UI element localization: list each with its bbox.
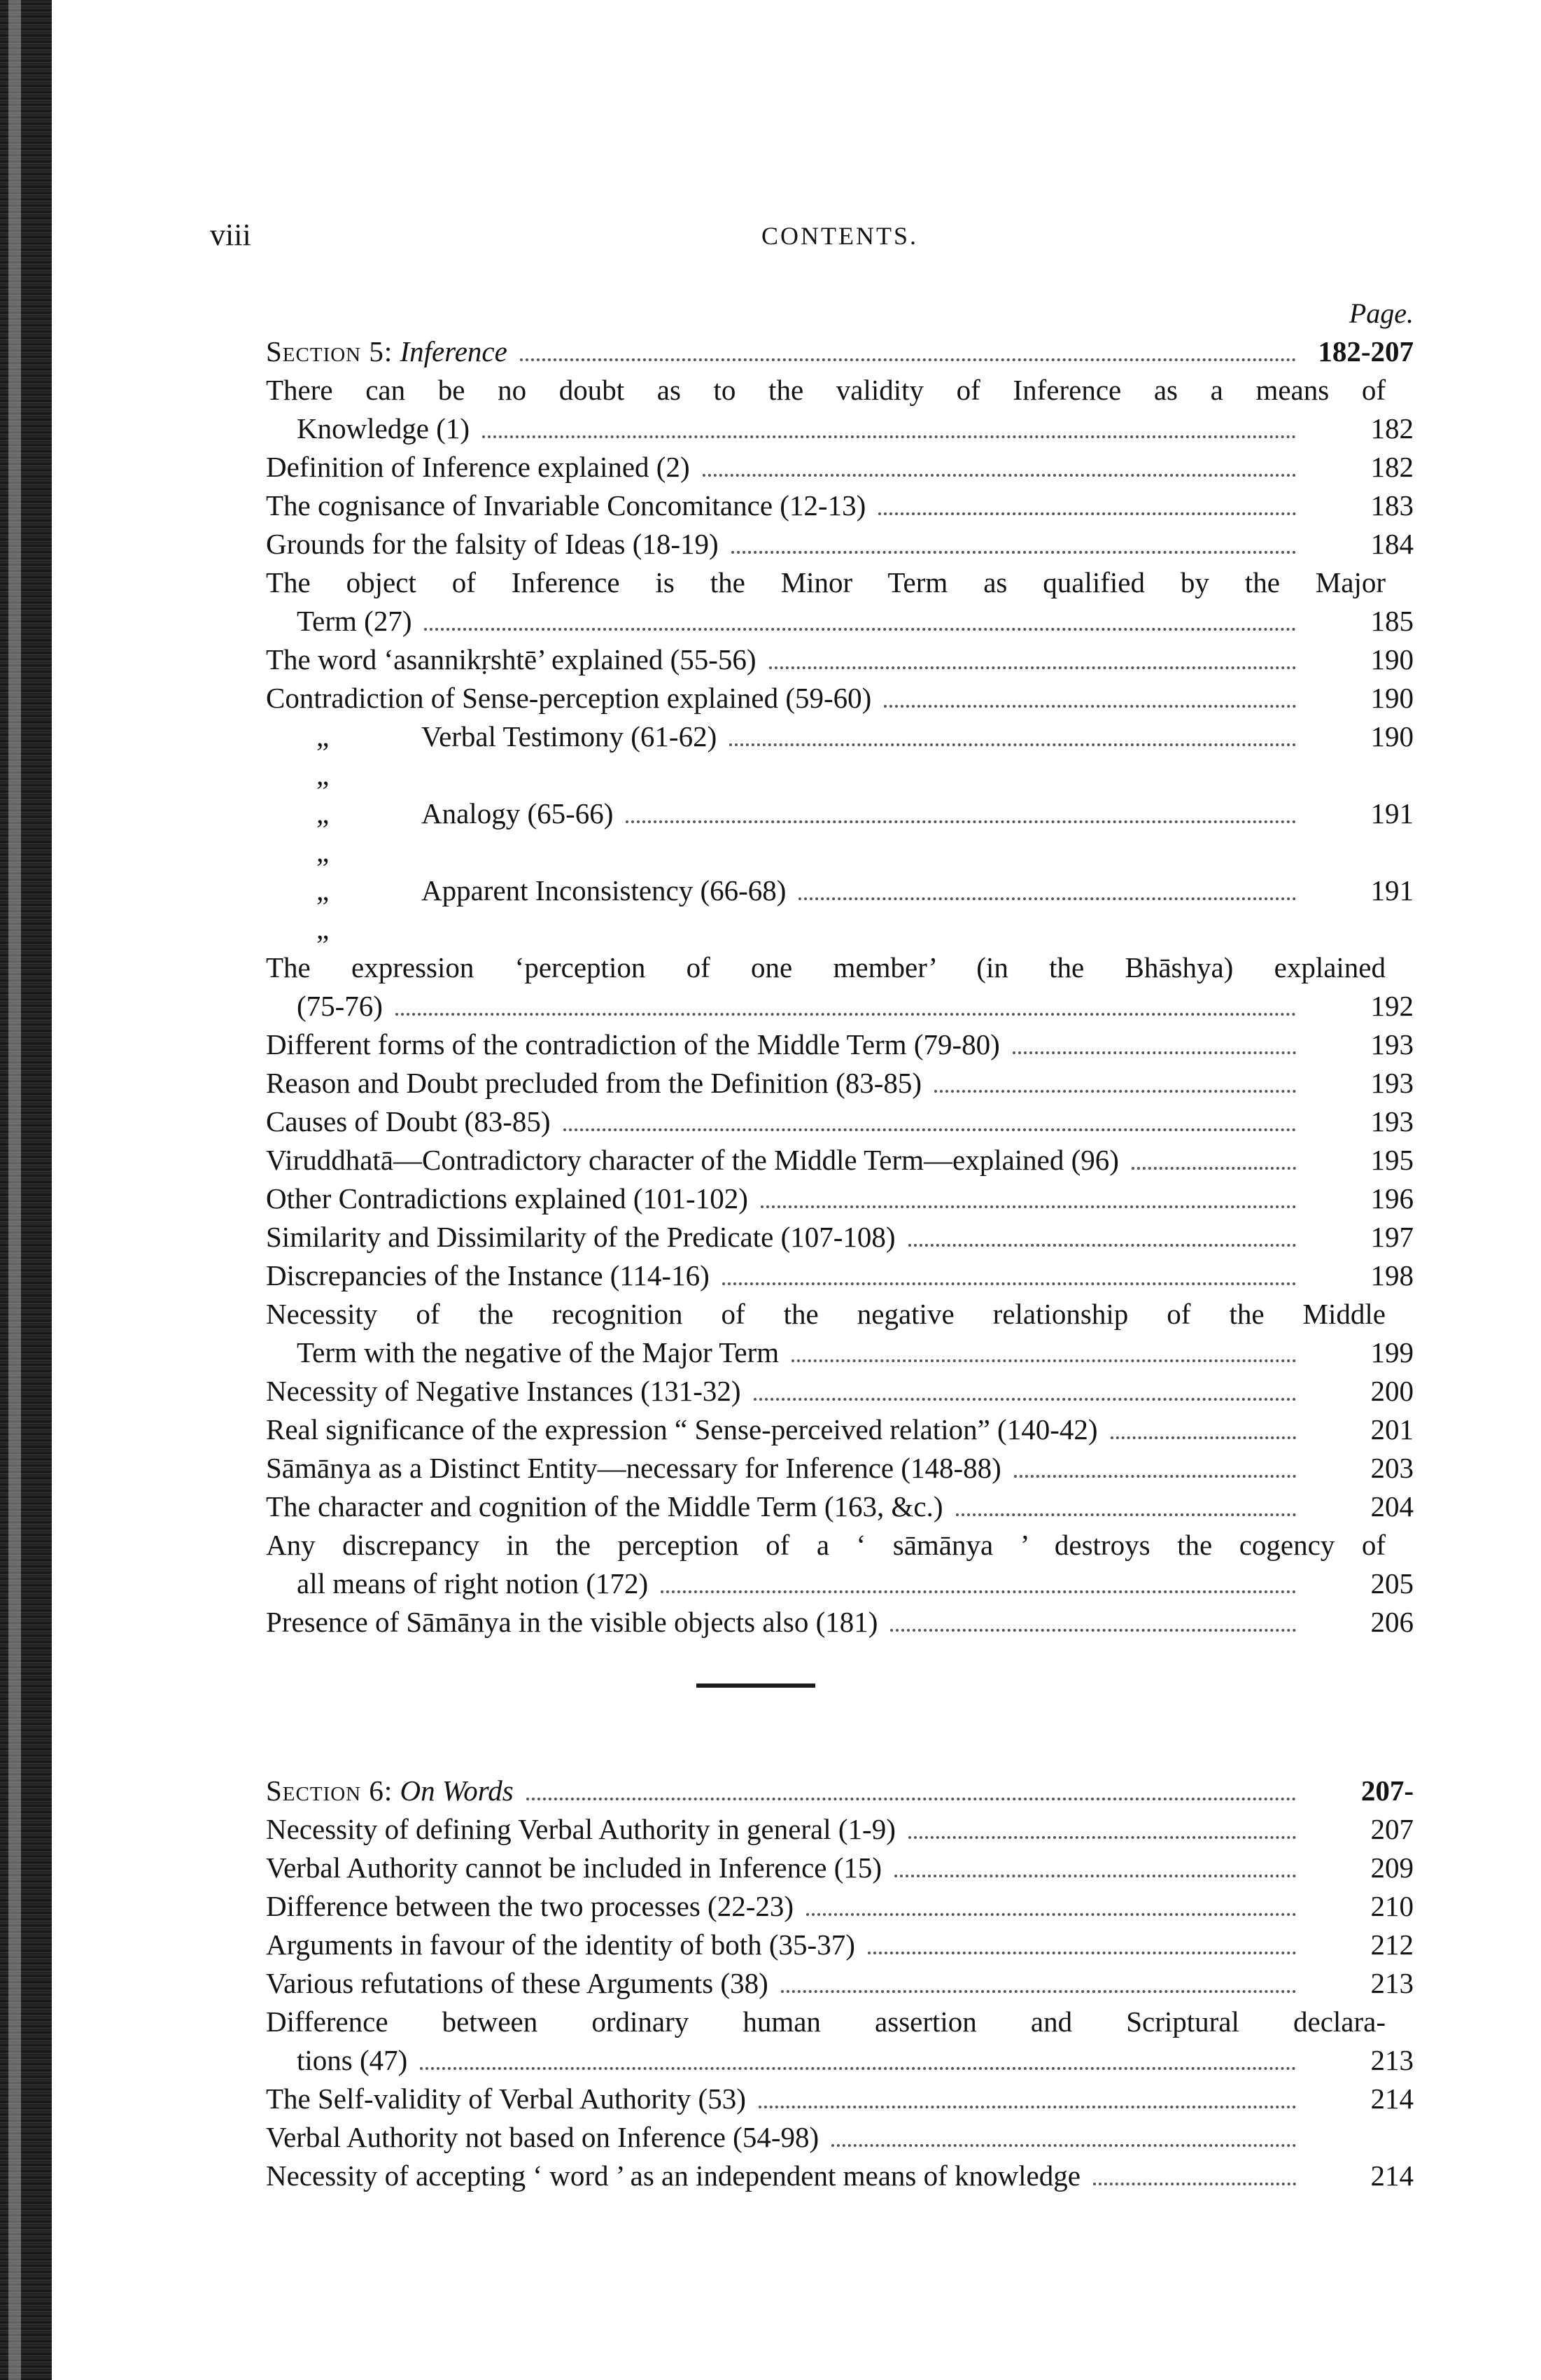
entry-page-number: 197 xyxy=(1370,1221,1414,1253)
dot-leader xyxy=(908,1836,1296,1839)
entry-text: Necessity of defining Verbal Authority in general (1-9) xyxy=(266,1813,896,1845)
dot-leader xyxy=(761,1205,1296,1208)
section-6-entries xyxy=(266,1810,1414,2195)
dot-leader xyxy=(729,743,1296,746)
entry-line-final xyxy=(266,1926,1414,1964)
entry-line-final xyxy=(266,1810,1414,1849)
entry-page-number: 198 xyxy=(1370,1259,1414,1292)
dot-leader xyxy=(703,474,1296,477)
entry-text: Term with the negative of the Major Term xyxy=(297,1336,780,1368)
section-5-heading xyxy=(266,332,1414,371)
contents-entry xyxy=(266,1295,1414,1372)
entry-line-final xyxy=(266,1887,1414,1926)
contents-entry xyxy=(266,1256,1414,1295)
contents-page xyxy=(210,210,1414,2195)
entry-line-final xyxy=(266,2118,1414,2157)
entry-line xyxy=(266,371,1414,410)
entry-text: Verbal Testimony (61-62) xyxy=(421,720,717,752)
entry-line xyxy=(266,1526,1414,1564)
entry-text: Real significance of the expression “ Sense-perceived relation” (140-42) xyxy=(266,1413,1098,1446)
dot-leader xyxy=(1013,1051,1296,1054)
section-5-label: Section 5: xyxy=(266,335,393,368)
entry-page-number: 203 xyxy=(1370,1452,1414,1484)
dot-leader xyxy=(878,512,1296,515)
contents-entry xyxy=(266,1887,1414,1926)
contents-entry xyxy=(266,640,1414,679)
entry-page-number: 190 xyxy=(1370,643,1414,676)
running-title: CONTENTS. xyxy=(761,222,918,250)
entry-text: The Self-validity of Verbal Authority (53) xyxy=(266,2082,746,2115)
dot-leader xyxy=(626,820,1296,823)
entry-line-final xyxy=(266,2157,1414,2195)
entry-line xyxy=(266,948,1414,987)
entry-text: tions (47) xyxy=(297,2044,408,2076)
entry-text: all means of right notion (172) xyxy=(297,1567,649,1600)
contents-entry xyxy=(266,948,1414,1026)
entry-text: Different forms of the contradiction of the Middle Term (79-80) xyxy=(266,1028,1000,1060)
contents-entry xyxy=(266,1102,1414,1141)
scan-binding-edge xyxy=(0,0,52,2380)
entry-text: Reason and Doubt precluded from the Definition (83-85) xyxy=(266,1067,922,1099)
entry-page-number: 206 xyxy=(1370,1606,1414,1638)
entry-text: Analogy (65-66) xyxy=(421,797,614,830)
entry-page-number: 185 xyxy=(1370,605,1414,637)
entry-line-final xyxy=(266,1849,1414,1887)
entry-page-number: 207 xyxy=(1370,1813,1414,1845)
dot-leader xyxy=(894,1875,1296,1877)
entry-page-number: 200 xyxy=(1370,1375,1414,1407)
dot-leader xyxy=(526,1798,1296,1800)
contents-entry xyxy=(266,564,1414,640)
entry-text: There can be no doubt as to the validity of Inference as a means of xyxy=(266,374,1386,406)
ditto-marks: „ „ xyxy=(316,797,365,868)
entry-line-final xyxy=(266,1334,1414,1372)
entry-line-final xyxy=(266,872,1414,948)
ditto-marks: „ „ xyxy=(316,720,365,791)
entry-page-number: 190 xyxy=(1370,720,1414,752)
contents-entry xyxy=(266,718,1414,794)
entry-page-number: 214 xyxy=(1370,2160,1414,2192)
dot-leader xyxy=(831,2144,1296,2147)
entry-text: (75-76) xyxy=(297,990,383,1022)
ditto-marks: „ „ xyxy=(316,874,365,945)
contents-entry xyxy=(266,1926,1414,1964)
entry-text: Discrepancies of the Instance (114-16) xyxy=(266,1259,710,1292)
entry-text: Viruddhatā—Contradictory character of the Middle Term—explained (96) xyxy=(266,1144,1119,1176)
dot-leader xyxy=(1093,2183,1296,2185)
contents-entry xyxy=(266,2080,1414,2118)
entry-page-number: 212 xyxy=(1370,1928,1414,1961)
contents-entry xyxy=(266,679,1414,718)
entry-text: Other Contradictions explained (101-102) xyxy=(266,1182,748,1214)
dot-leader xyxy=(395,1013,1296,1016)
entry-page-number: 193 xyxy=(1370,1105,1414,1138)
entry-text: Necessity of Negative Instances (131-32) xyxy=(266,1375,741,1407)
entry-text: Arguments in favour of the identity of both (35-37) xyxy=(266,1928,855,1961)
entry-line-final xyxy=(266,2041,1414,2080)
contents-entry xyxy=(266,448,1414,486)
contents-entry xyxy=(266,1372,1414,1410)
entry-line-final xyxy=(266,1564,1414,1603)
section-5-entries xyxy=(266,371,1414,1642)
entry-line-final xyxy=(266,1410,1414,1449)
section-6 xyxy=(266,1772,1414,2195)
entry-text: Contradiction of Sense-perception explained (59-60) xyxy=(266,682,872,714)
contents-entry xyxy=(266,1603,1414,1642)
entry-line-final xyxy=(266,1256,1414,1295)
contents-entry xyxy=(266,1064,1414,1102)
section-6-label: Section 6: xyxy=(266,1774,393,1807)
dot-leader xyxy=(769,666,1296,669)
entry-line xyxy=(266,2003,1414,2041)
contents-entry xyxy=(266,2003,1414,2080)
dot-leader xyxy=(420,2067,1296,2070)
entry-text: Presence of Sāmānya in the visible objects also (181) xyxy=(266,1606,878,1638)
folio-number: viii xyxy=(210,218,251,252)
dot-leader xyxy=(482,435,1296,438)
entry-text: Causes of Doubt (83-85) xyxy=(266,1105,551,1138)
entry-text: Grounds for the falsity of Ideas (18-19) xyxy=(266,528,719,560)
section-5-title: Inference xyxy=(400,335,507,368)
section-6-heading xyxy=(266,1772,1414,1810)
contents-entry xyxy=(266,1810,1414,1849)
entry-page-number: 191 xyxy=(1370,797,1414,830)
contents-entry xyxy=(266,1180,1414,1218)
section-5 xyxy=(266,332,1414,1642)
dot-leader xyxy=(806,1913,1296,1916)
entry-page-number: 213 xyxy=(1370,2044,1414,2076)
entry-line-final xyxy=(266,1372,1414,1410)
entry-page-number: 199 xyxy=(1370,1336,1414,1368)
contents-entry xyxy=(266,1488,1414,1526)
entry-text: The character and cognition of the Middle Term (163, &c.) xyxy=(266,1490,943,1522)
entry-text: The word ‘asannikṛshtē’ explained (55-56) xyxy=(266,643,757,676)
entry-page-number: 182 xyxy=(1370,451,1414,483)
dot-leader xyxy=(563,1128,1296,1131)
entry-line-final xyxy=(266,640,1414,679)
contents-entry xyxy=(266,525,1414,564)
entry-page-number: 183 xyxy=(1370,489,1414,522)
entry-text: Verbal Authority not based on Inference (54-98) xyxy=(266,2121,819,2153)
dot-leader xyxy=(1111,1436,1296,1439)
dot-leader xyxy=(520,358,1296,361)
entry-page-number: 214 xyxy=(1370,2082,1414,2115)
entry-text: Necessity of the recognition of the negative relationship of the Middle xyxy=(266,1298,1386,1330)
entry-text: Necessity of accepting ‘ word ’ as an independent means of knowledge xyxy=(266,2160,1081,2192)
contents-entry xyxy=(266,371,1414,448)
entry-text: Apparent Inconsistency (66-68) xyxy=(421,874,787,906)
entry-line-final xyxy=(266,718,1414,794)
contents-entry xyxy=(266,1964,1414,2003)
dot-leader xyxy=(908,1244,1296,1247)
page-column-label: Page. xyxy=(1349,298,1414,329)
contents-entry xyxy=(266,1849,1414,1887)
section-6-page-range: 207- xyxy=(1360,1774,1414,1807)
entry-line-final xyxy=(266,987,1414,1026)
contents-entry xyxy=(266,2157,1414,2195)
entry-page-number: 201 xyxy=(1370,1413,1414,1446)
entry-page-number: 205 xyxy=(1370,1567,1414,1600)
entry-text: Term (27) xyxy=(297,605,412,637)
entry-line-final xyxy=(266,1102,1414,1141)
entry-page-number: 193 xyxy=(1370,1067,1414,1099)
dot-leader xyxy=(934,1090,1296,1093)
entry-line-final xyxy=(266,794,1414,872)
entry-line-final xyxy=(266,1449,1414,1488)
entry-text: Sāmānya as a Distinct Entity—necessary for Inference (148-88) xyxy=(266,1452,1001,1484)
entry-line-final xyxy=(266,1026,1414,1064)
dot-leader xyxy=(1014,1475,1296,1478)
entry-line-final xyxy=(266,1488,1414,1526)
entry-page-number: 196 xyxy=(1370,1182,1414,1214)
dot-leader xyxy=(956,1513,1296,1516)
entry-line-final xyxy=(266,525,1414,564)
contents-entry xyxy=(266,1218,1414,1256)
entry-page-number: 195 xyxy=(1370,1144,1414,1176)
dot-leader xyxy=(722,1282,1296,1285)
entry-line xyxy=(266,1295,1414,1334)
entry-line-final xyxy=(266,1141,1414,1180)
contents-entry xyxy=(266,1449,1414,1488)
entry-page-number: 191 xyxy=(1370,874,1414,906)
dot-leader xyxy=(798,897,1296,900)
entry-line-final xyxy=(266,1218,1414,1256)
entry-page-number: 193 xyxy=(1370,1028,1414,1060)
contents-entry xyxy=(266,1526,1414,1603)
contents-entry xyxy=(266,1026,1414,1064)
entry-text: Similarity and Dissimilarity of the Predicate (107-108) xyxy=(266,1221,896,1253)
contents-entry xyxy=(266,1141,1414,1180)
dot-leader xyxy=(791,1359,1296,1362)
entry-line-final xyxy=(266,1064,1414,1102)
entry-text: Verbal Authority cannot be included in Inference (15) xyxy=(266,1851,882,1884)
entry-text: Knowledge (1) xyxy=(297,412,470,444)
entry-page-number: 210 xyxy=(1370,1890,1414,1922)
section-divider-rule xyxy=(696,1684,815,1688)
entry-page-number: 192 xyxy=(1370,990,1414,1022)
running-header xyxy=(210,210,1414,266)
dot-leader xyxy=(890,1629,1296,1632)
contents-entry xyxy=(266,486,1414,525)
dot-leader xyxy=(781,1990,1296,1993)
contents-entry xyxy=(266,794,1414,872)
entry-line-final xyxy=(266,1603,1414,1642)
dot-leader xyxy=(754,1398,1296,1401)
entry-line-final xyxy=(266,448,1414,486)
entry-page-number: 209 xyxy=(1370,1851,1414,1884)
entry-page-number: 184 xyxy=(1370,528,1414,560)
entry-text: The cognisance of Invariable Concomitance (12-13) xyxy=(266,489,866,522)
dot-leader xyxy=(424,628,1296,631)
entry-line-final xyxy=(266,679,1414,718)
entry-page-number: 204 xyxy=(1370,1490,1414,1522)
dot-leader xyxy=(884,705,1296,708)
contents-entry xyxy=(266,1410,1414,1449)
dot-leader xyxy=(759,2106,1296,2108)
dot-leader xyxy=(868,1952,1296,1954)
entry-text: Definition of Inference explained (2) xyxy=(266,451,690,483)
entry-line-final xyxy=(266,1180,1414,1218)
section-5-page-range: 182-207 xyxy=(1318,335,1414,368)
dot-leader xyxy=(1132,1167,1296,1170)
entry-text: Any discrepancy in the perception of a ‘ sāmānya ’ destroys the cogency of xyxy=(266,1529,1386,1561)
section-6-title: On Words xyxy=(400,1774,514,1807)
entry-page-number: 182 xyxy=(1370,412,1414,444)
entry-text: Difference between ordinary human assertion and Scriptural declara- xyxy=(266,2005,1386,2038)
entry-line-final xyxy=(266,486,1414,525)
contents-entry xyxy=(266,2118,1414,2157)
entry-text: The expression ‘perception of one member’ (in the Bhāshya) explained xyxy=(266,951,1386,983)
dot-leader xyxy=(731,551,1296,554)
entry-text: Various refutations of these Arguments (38) xyxy=(266,1967,768,1999)
dot-leader xyxy=(661,1590,1296,1593)
entry-page-number: 190 xyxy=(1370,682,1414,714)
entry-text: The object of Inference is the Minor Term as qualified by the Major xyxy=(266,566,1386,598)
entry-line-final xyxy=(266,1964,1414,2003)
entry-page-number: 213 xyxy=(1370,1967,1414,1999)
entry-line-final xyxy=(266,2080,1414,2118)
entry-line-final xyxy=(266,410,1414,448)
contents-entry xyxy=(266,872,1414,948)
entry-line xyxy=(266,564,1414,602)
entry-text: Difference between the two processes (22-23) xyxy=(266,1890,794,1922)
entry-line-final xyxy=(266,602,1414,640)
